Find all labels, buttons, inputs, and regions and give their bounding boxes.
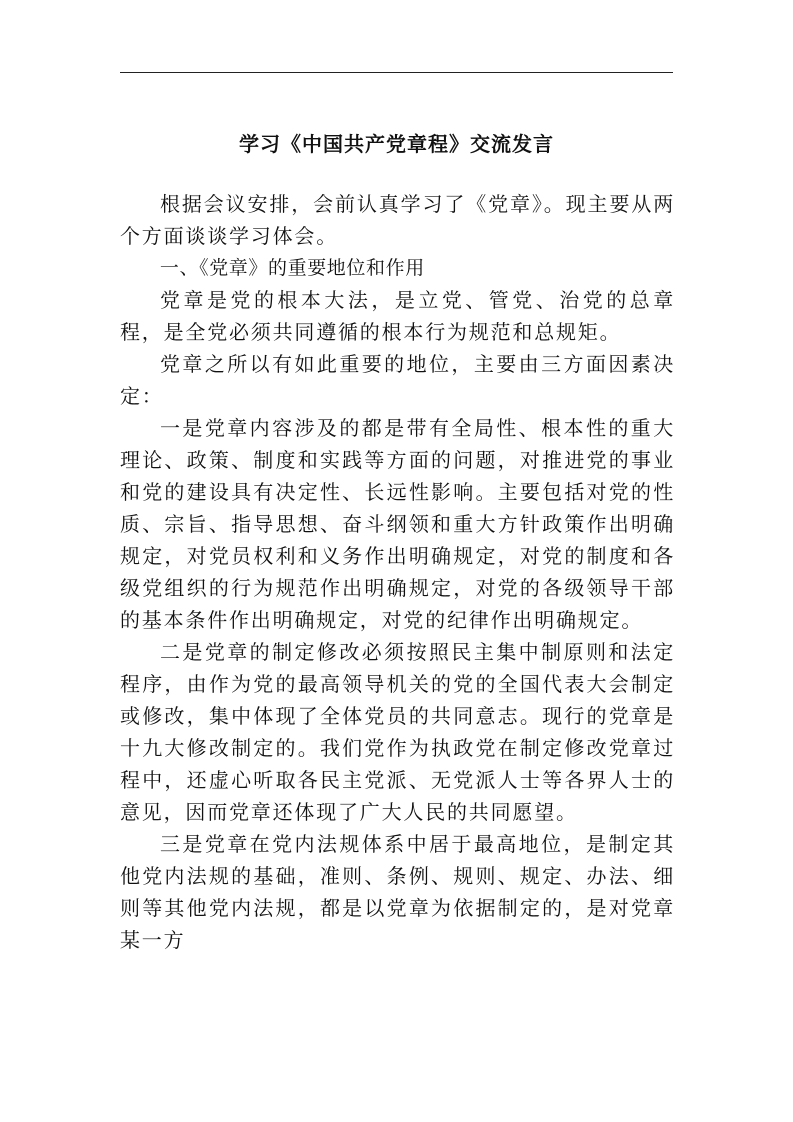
section-heading-1: 一、《党章》的重要地位和作用 — [159, 257, 425, 279]
body-paragraph-reason-2: 二是党章的制定修改必须按照民主集中制原则和法定程序，由作为党的最高领导机关的党的全国代表大会制定或修改，集中体现了全体党员的共同意志。现行的党章是十九大修改制定的。我们党作为执政党在制定修改党章过程中，还虚心听取各民主党派、无党派人士等各界人士的意见，因而党章还体现了广大人民的共同愿望。 — [120, 640, 675, 824]
header-rule — [120, 72, 673, 73]
body-paragraph-reason-1: 一是党章内容涉及的都是带有全局性、根本性的重大理论、政策、制度和实践等方面的问题，对推进党的事业和党的建设具有决定性、长远性影响。主要包括对党的性质、宗旨、指导思想、奋斗纲领和重大方针政策作出明确规定，对党员权利和义务作出明确规定，对党的制度和各级党组织的行为规范作出明确规定，对党的各级领导干部的基本条件作出明确规定，对党的纪律作出明确规定。 — [120, 416, 675, 632]
document-body — [120, 188, 675, 956]
body-paragraph-definition: 党章是党的根本大法，是立党、管党、治党的总章程，是全党必须共同遵循的根本行为规范和总规矩。 — [120, 288, 675, 344]
body-paragraph-reasons-intro: 党章之所以有如此重要的地位，主要由三方面因素决定： — [120, 352, 675, 408]
document-title: 学习《中国共产党章程》交流发言 — [239, 132, 554, 156]
body-paragraph-reason-3: 三是党章在党内法规体系中居于最高地位，是制定其他党内法规的基础，准则、条例、规则、规定、办法、细则等其他党内法规，都是以党章为依据制定的，是对党章某一方 — [120, 832, 675, 952]
intro-paragraph: 根据会议安排，会前认真学习了《党章》。现主要从两个方面谈谈学习体会。 — [120, 192, 675, 248]
